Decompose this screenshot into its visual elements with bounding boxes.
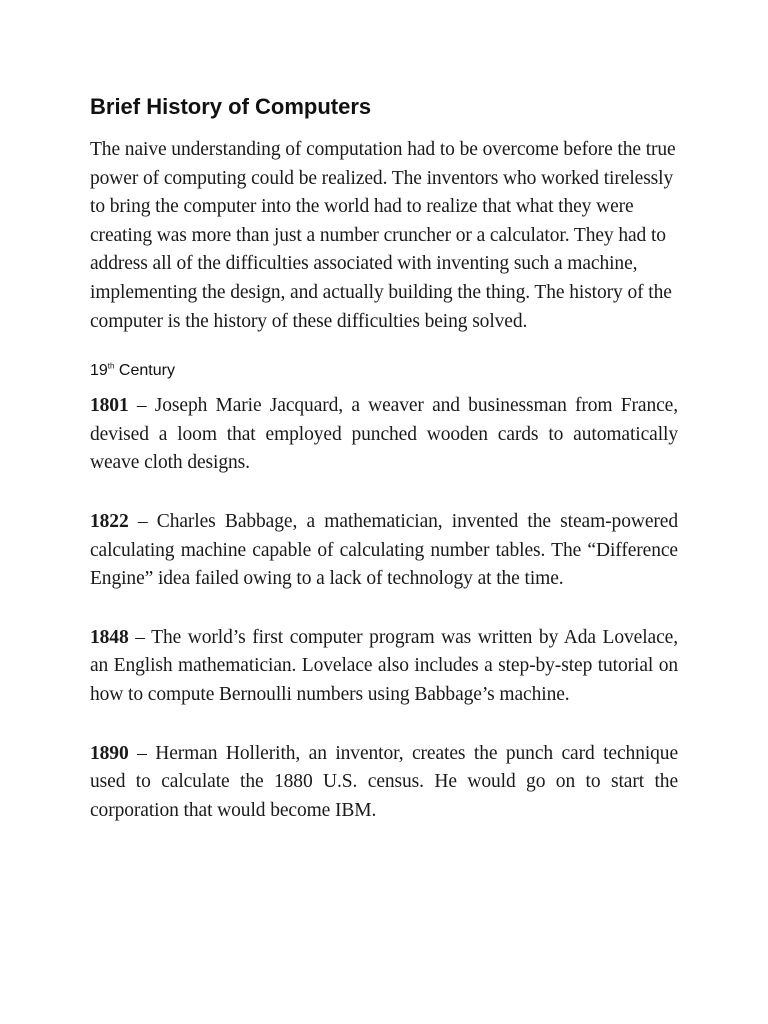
document-page [90, 92, 678, 855]
entry-text: Herman Hollerith, an inventor, creates the punch card technique used to calculate the 1880 U.S. census. He would go on to start the corporation that would become IBM. [90, 742, 679, 821]
entry-year: 1848 [90, 626, 129, 648]
section-heading [90, 360, 678, 382]
entry-text: Joseph Marie Jacquard, a weaver and businessman from France, devised a loom that employed punched wooden cards to automatically weave cloth designs. [90, 395, 678, 474]
timeline-entry-1822 [90, 508, 678, 594]
timeline-entry-1801 [90, 392, 678, 478]
entry-year: 1890 [90, 742, 129, 764]
document-title: Brief History of Computers [90, 94, 372, 119]
timeline-entry-1848 [90, 624, 678, 710]
timeline-entry-1890 [90, 740, 678, 826]
section-number: 19 [90, 362, 108, 380]
entry-text: Charles Babbage, a mathematician, invented the steam-powered calculating machine capable of calculating number tables. The “Difference Engine” idea failed owing to a lack of technology at the time. [90, 510, 678, 590]
entry-dash: – [137, 510, 148, 532]
entry-dash: – [135, 626, 145, 648]
entry-year: 1822 [90, 510, 129, 532]
section-label: Century [118, 362, 175, 380]
entry-text: The world’s first computer program was written by Ada Lovelace, an English mathematician. Lovelace also includes a step-by-step tutorial on how to compute Bernoulli numbers using Babbage’s machine. [90, 626, 678, 705]
entry-dash: – [136, 395, 147, 417]
entry-dash: – [137, 742, 147, 764]
section-suffix: th [107, 361, 115, 371]
intro-paragraph: The naive understanding of computation had to be overcome before the true power of computing could be realized. The inventors who worked tirelessly to bring the computer into the world had to realize that what they were creating was more than just a number cruncher or a calculator. They had to address all of the difficulties associated with inventing such a machine, implementing the design, and actually building the thing. The history of the computer is the history of these difficulties being solved. [90, 139, 676, 332]
entry-year: 1801 [90, 395, 129, 417]
